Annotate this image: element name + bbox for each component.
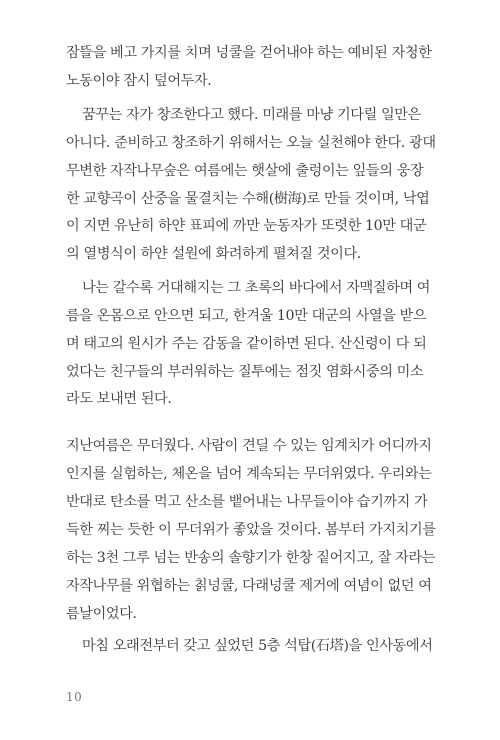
text-line: 인지를 실험하는, 체온을 넘어 계속되는 무더위였다. 우리와는 — [66, 466, 432, 482]
text-line: 이 지면 유난히 하얀 표피에 까만 눈동자가 또렷한 10만 대군 — [66, 218, 427, 234]
text-line: 었다는 친구들의 부러워하는 질투에는 점짓 염화시중의 미소 — [66, 364, 424, 380]
text-line: 자작나무를 위협하는 칡넝쿨, 다래넝쿨 제거에 여념이 없던 여 — [66, 578, 432, 594]
text-line: 름을 온몸으로 안으면 되고, 한겨울 10만 대군의 사열을 받으 — [66, 308, 427, 324]
text-line: 한 교향곡이 산중을 물결치는 수해(樹海)로 만들 것이며, 낙엽 — [66, 191, 430, 207]
paragraph-start-line: 마침 오래전부터 갖고 싶었던 5층 석탑(石塔)을 인사동에서 — [82, 638, 433, 654]
text-line: 반대로 탄소를 먹고 산소를 뱉어내는 나무들이야 습기까지 가 — [66, 494, 428, 510]
text-line: 무변한 자작나무숲은 여름에는 햇살에 출렁이는 잎들의 웅장 — [66, 163, 424, 179]
text-line: 름날이었다. — [66, 606, 137, 622]
page-number: 10 — [66, 690, 83, 704]
text-line: 의 열병식이 하얀 설원에 화려하게 펼쳐질 것이다. — [66, 246, 361, 262]
text-line: 아니다. 준비하고 창조하기 위해서는 오늘 실천해야 한다. 광대 — [66, 135, 436, 151]
paragraph-start-line: 꿈꾸는 자가 창조한다고 했다. 미래를 마냥 기다릴 일만은 — [82, 107, 421, 123]
text-line: 하는 3천 그루 넘는 반송의 솔향기가 한창 짙어지고, 잘 자라는 — [66, 550, 436, 566]
text-line: 득한 찌는 듯한 이 무더위가 좋았을 것이다. 봄부터 가지치기를 — [66, 522, 436, 538]
text-line: 며 태고의 원시가 주는 감동을 같이하면 된다. 산신령이 다 되 — [66, 336, 427, 352]
section-start-line: 지난여름은 무더웠다. 사람이 견딜 수 있는 임계치가 어디까지 — [66, 438, 432, 454]
paragraph-start-line: 나는 갈수록 거대해지는 그 초록의 바다에서 자맥질하며 여 — [82, 280, 431, 296]
text-line: 라도 보내면 된다. — [66, 391, 172, 407]
text-line: 노동이야 잠시 덮어두자. — [66, 73, 212, 89]
text-line: 잠뜰을 베고 가지를 치며 넝쿨을 걷어내야 하는 예비된 자청한 — [66, 45, 432, 61]
